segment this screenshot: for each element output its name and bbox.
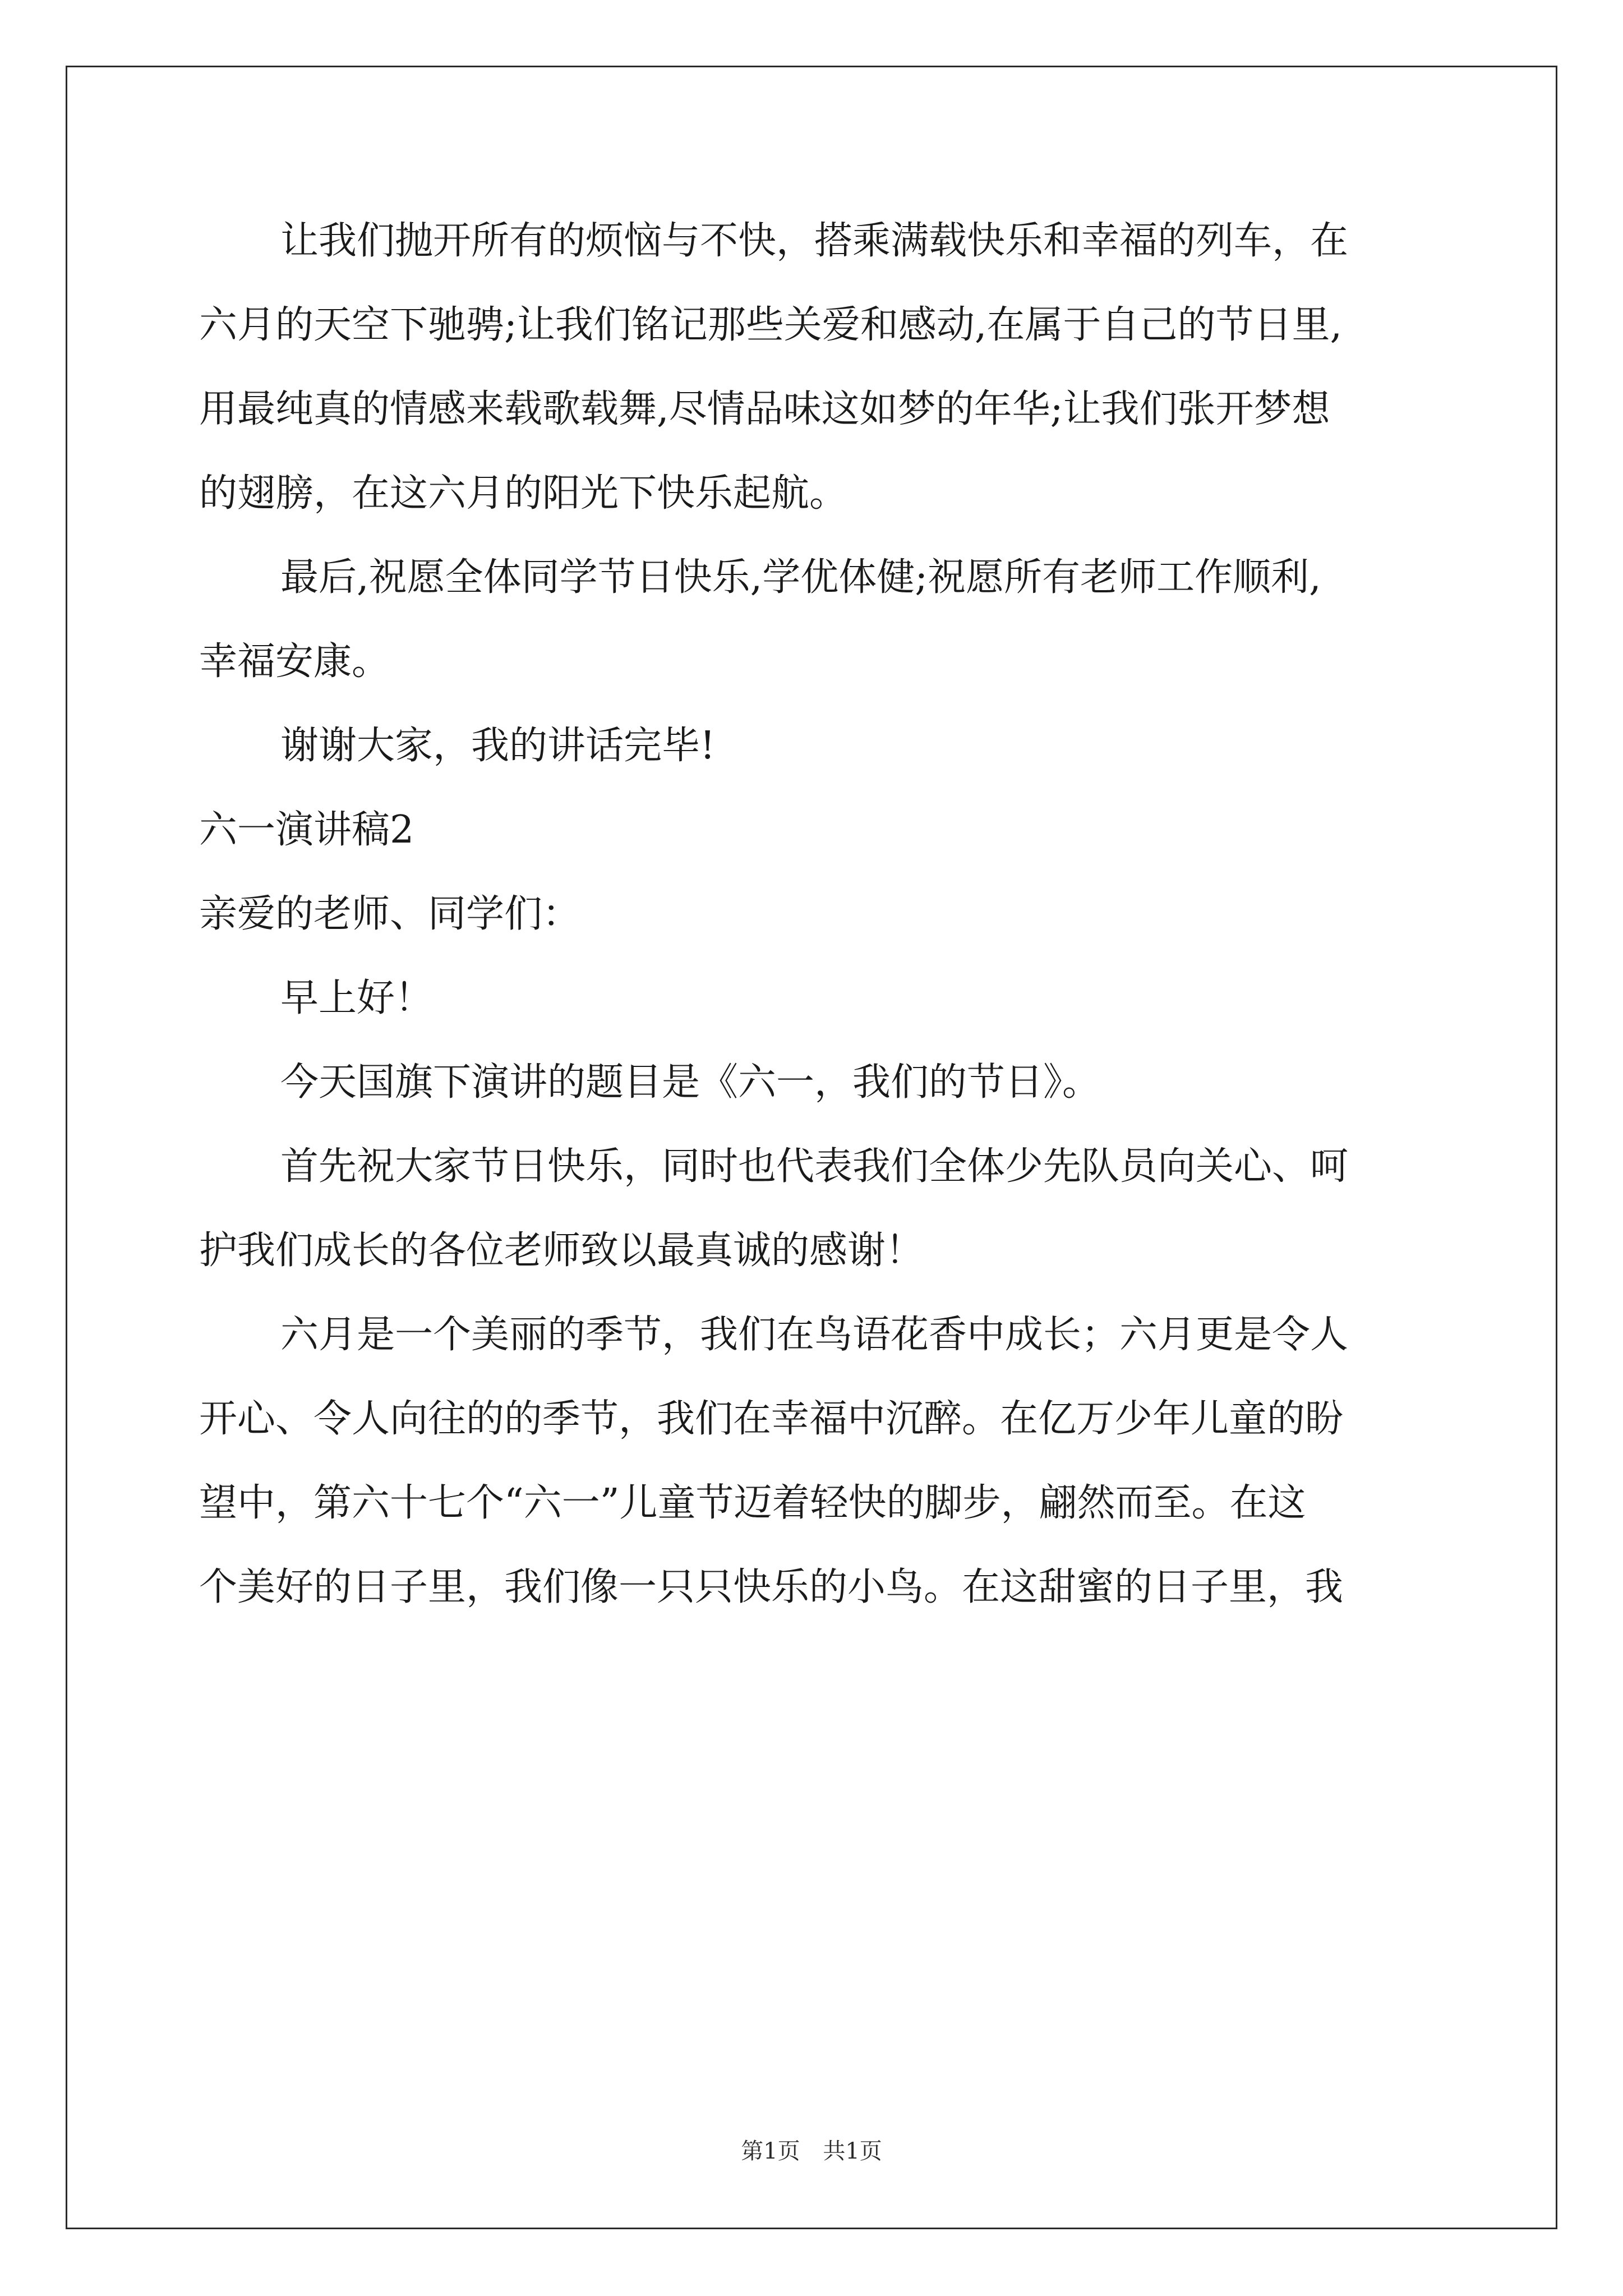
text-line: 的翅膀，在这六月的阳光下快乐起航。 — [199, 471, 848, 516]
page-number: 第1页 — [741, 2138, 800, 2164]
text-line: 用最纯真的情感来载歌载舞,尽情品味这如梦的年华;让我们张开梦想 — [199, 387, 1330, 431]
text-line: 护我们成长的各位老师致以最真诚的感谢！ — [199, 1228, 924, 1273]
salutation: 亲爱的老师、同学们： — [199, 892, 581, 936]
text-line: 今天国旗下演讲的题目是《六一，我们的节日》。 — [280, 1060, 1101, 1105]
text-line: 幸福安康。 — [199, 639, 390, 684]
text-line: 个美好的日子里，我们像一只只快乐的小鸟。在这甜蜜的日子里，我 — [199, 1565, 1344, 1609]
greeting: 早上好！ — [280, 976, 434, 1020]
section-heading: 六一演讲稿2 — [199, 808, 414, 852]
text-line: 让我们抛开所有的烦恼与不快，搭乘满载快乐和幸福的列车，在 — [280, 219, 1349, 263]
text-line: 望中，第六十七个“六一”儿童节迈着轻快的脚步，翩然而至。在这 — [199, 1481, 1306, 1525]
text-line: 开心、令人向往的的季节，我们在幸福中沉醉。在亿万少年儿童的盼 — [199, 1397, 1344, 1441]
text-line: 六月是一个美丽的季节，我们在鸟语花香中成长；六月更是令人 — [280, 1313, 1349, 1357]
text-line: 首先祝大家节日快乐，同时也代表我们全体少先队员向关心、呵 — [280, 1144, 1349, 1189]
text-line: 最后,祝愿全体同学节日快乐,学优体健;祝愿所有老师工作顺利, — [280, 555, 1321, 600]
text-line: 谢谢大家，我的讲话完毕! — [280, 724, 716, 768]
page-total: 共1页 — [823, 2138, 882, 2164]
text-line: 六月的天空下驰骋;让我们铭记那些关爱和感动,在属于自己的节日里, — [199, 303, 1343, 347]
page-footer — [0, 2137, 1623, 2165]
